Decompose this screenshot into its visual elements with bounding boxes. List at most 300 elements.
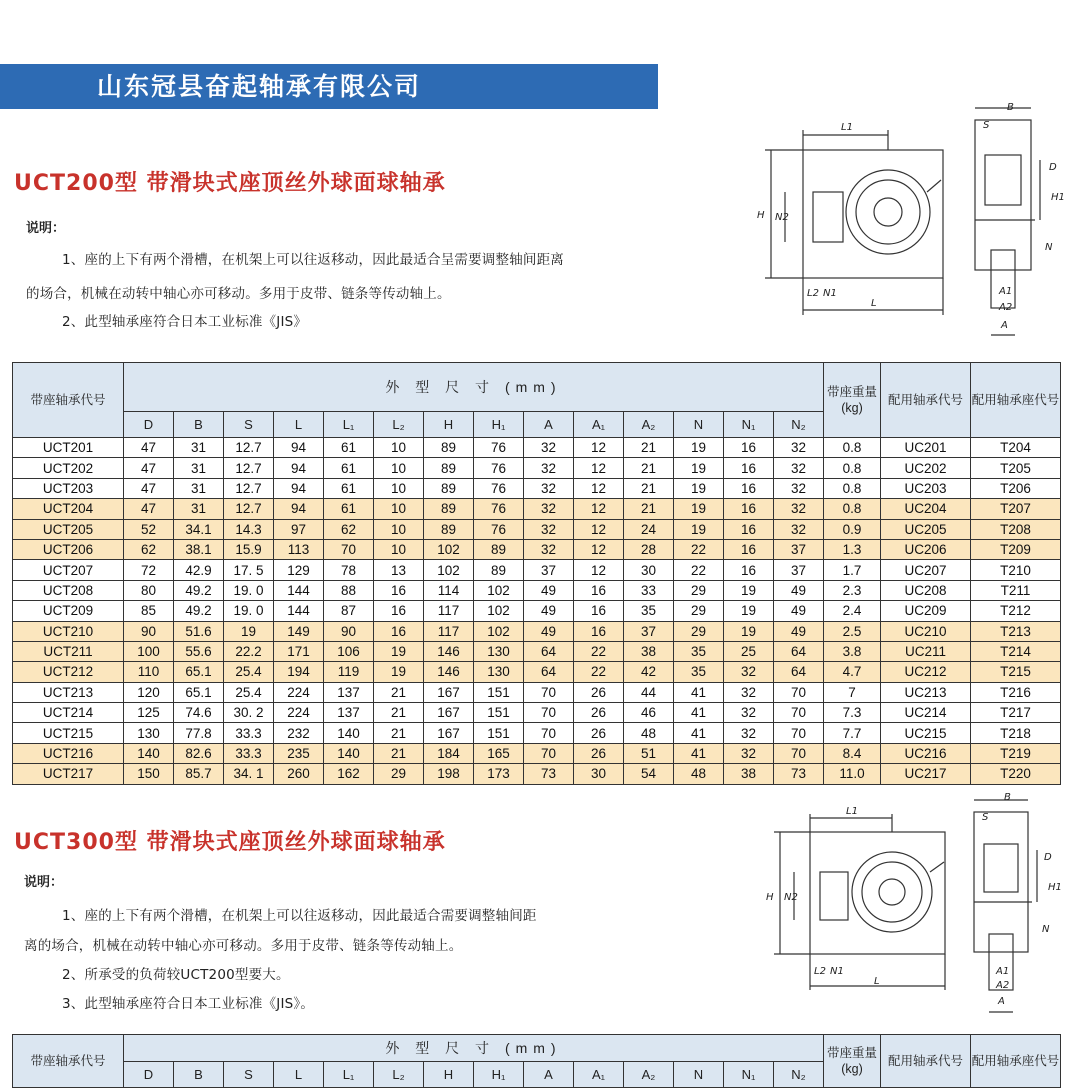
table-cell: 33: [624, 580, 674, 600]
label-L2: L2: [807, 288, 819, 299]
section1-para-1: 1、座的上下有两个滑槽，在机架上可以往返移动，因此最适合呈需要调整轴间距离: [62, 252, 564, 268]
table-cell: UCT215: [13, 723, 124, 743]
table1-col-10: A₂: [624, 412, 674, 438]
table-cell: 19: [224, 621, 274, 641]
table-cell: 162: [324, 764, 374, 784]
table-cell: 21: [374, 723, 424, 743]
table-cell: 74.6: [174, 703, 224, 723]
table-cell: 11.0: [824, 764, 881, 784]
table-cell: 70: [774, 743, 824, 763]
table-cell: 0.8: [824, 438, 881, 458]
table-cell: T214: [971, 641, 1061, 661]
table-cell: 224: [274, 682, 324, 702]
table-cell: 85: [124, 601, 174, 621]
table-cell: 12.7: [224, 499, 274, 519]
table-cell: 32: [524, 539, 574, 559]
table-row: [13, 580, 1061, 600]
table-cell: 94: [274, 478, 324, 498]
table-cell: 22.2: [224, 641, 274, 661]
table-cell: 19: [724, 621, 774, 641]
table-cell: 14.3: [224, 519, 274, 539]
label-A2: A2: [999, 302, 1013, 313]
table-cell: 76: [474, 458, 524, 478]
table-row: [13, 703, 1061, 723]
table2-col-10: A₂: [624, 1062, 674, 1088]
table-row: [13, 621, 1061, 641]
table-cell: 21: [374, 703, 424, 723]
table-cell: 30. 2: [224, 703, 274, 723]
table-cell: 49: [774, 621, 824, 641]
table-cell: 16: [724, 458, 774, 478]
table-cell: 37: [624, 621, 674, 641]
table-cell: 12: [574, 478, 624, 498]
table-cell: 194: [274, 662, 324, 682]
label2-D: D: [1044, 852, 1052, 863]
table-cell: 41: [674, 723, 724, 743]
table-cell: 106: [324, 641, 374, 661]
table-cell: T209: [971, 539, 1061, 559]
table-cell: T212: [971, 601, 1061, 621]
label-L1: L1: [841, 122, 853, 133]
table-cell: UCT202: [13, 458, 124, 478]
table-cell: 48: [674, 764, 724, 784]
table-cell: 16: [574, 601, 624, 621]
table-cell: 10: [374, 519, 424, 539]
table-row: [13, 478, 1061, 498]
label-H1: H1: [1051, 192, 1065, 203]
table-row: [13, 662, 1061, 682]
table2-col-13: N₂: [774, 1062, 824, 1088]
table-cell: 16: [724, 560, 774, 580]
table-cell: 41: [674, 703, 724, 723]
table-cell: 25.4: [224, 662, 274, 682]
label-L: L: [871, 298, 877, 309]
table-cell: UCT205: [13, 519, 124, 539]
header-code: 带座轴承代号: [13, 363, 124, 438]
table-cell: 12: [574, 499, 624, 519]
table-cell: 12: [574, 519, 624, 539]
section1-para-3: 2、此型轴承座符合日本工业标准《JIS》: [62, 314, 308, 330]
label2-A2: A2: [996, 980, 1010, 991]
section2-para-2: 离的场合，机械在动转中轴心亦可移动。多用于皮带、链条等传动轴上。: [24, 938, 463, 954]
table1-col-1: B: [174, 412, 224, 438]
table-cell: UCT209: [13, 601, 124, 621]
table-cell: 117: [424, 601, 474, 621]
table-cell: 47: [124, 458, 174, 478]
table-cell: UCT212: [13, 662, 124, 682]
table-cell: UCT204: [13, 499, 124, 519]
table-cell: 1.7: [824, 560, 881, 580]
table-cell: 52: [124, 519, 174, 539]
table2-col-11: N: [674, 1062, 724, 1088]
table-cell: 19: [724, 601, 774, 621]
table-cell: 26: [574, 743, 624, 763]
header-dims-group: 外 型 尺 寸 (mm): [124, 363, 824, 412]
table-cell: 165: [474, 743, 524, 763]
table-cell: UC205: [881, 519, 971, 539]
table-cell: 32: [724, 682, 774, 702]
table-row: [13, 560, 1061, 580]
table-row: [13, 539, 1061, 559]
table-row: [13, 764, 1061, 784]
table-cell: 1.3: [824, 539, 881, 559]
table-cell: 31: [174, 438, 224, 458]
table-cell: 61: [324, 499, 374, 519]
table1-col-13: N₂: [774, 412, 824, 438]
table-cell: 94: [274, 458, 324, 478]
table-cell: 100: [124, 641, 174, 661]
table-cell: 129: [274, 560, 324, 580]
table-cell: 62: [324, 519, 374, 539]
label-H: H: [757, 210, 765, 221]
table-cell: 61: [324, 438, 374, 458]
table-cell: 2.3: [824, 580, 881, 600]
section2-para-3: 2、所承受的负荷较UCT200型要大。: [62, 967, 290, 983]
table-cell: 16: [724, 438, 774, 458]
table-cell: 47: [124, 438, 174, 458]
table-cell: 70: [774, 703, 824, 723]
table-cell: T204: [971, 438, 1061, 458]
table-cell: 0.8: [824, 478, 881, 498]
table2-col-7: H₁: [474, 1062, 524, 1088]
table-row: [13, 438, 1061, 458]
table-cell: 42.9: [174, 560, 224, 580]
table-cell: 70: [524, 723, 574, 743]
table-cell: 140: [324, 743, 374, 763]
table-cell: 49: [774, 601, 824, 621]
table-cell: 151: [474, 703, 524, 723]
table-cell: 21: [624, 499, 674, 519]
table-cell: 35: [674, 662, 724, 682]
table-cell: 76: [474, 519, 524, 539]
table-cell: 12.7: [224, 438, 274, 458]
label-S: S: [983, 120, 990, 131]
table-cell: 80: [124, 580, 174, 600]
table-cell: 12: [574, 560, 624, 580]
table-cell: 21: [624, 458, 674, 478]
table-cell: 76: [474, 438, 524, 458]
table-cell: UC212: [881, 662, 971, 682]
table-cell: 89: [424, 438, 474, 458]
table-cell: 140: [124, 743, 174, 763]
table-cell: UCT201: [13, 438, 124, 458]
table1-col-9: A₁: [574, 412, 624, 438]
table-cell: 130: [474, 662, 524, 682]
table-cell: 64: [524, 641, 574, 661]
table-cell: 26: [574, 723, 624, 743]
table-cell: 119: [324, 662, 374, 682]
bearing-drawing-2: [760, 790, 1075, 1020]
label-N1: N1: [823, 288, 837, 299]
table-cell: T206: [971, 478, 1061, 498]
table-cell: 137: [324, 682, 374, 702]
section2-note-label: 说明：: [24, 875, 64, 890]
table1-col-0: D: [124, 412, 174, 438]
label-D: D: [1049, 162, 1057, 173]
table-cell: 24: [624, 519, 674, 539]
table-cell: 8.4: [824, 743, 881, 763]
table-cell: 16: [374, 601, 424, 621]
table-cell: 89: [424, 499, 474, 519]
table-cell: 16: [724, 499, 774, 519]
table-cell: 146: [424, 641, 474, 661]
header2-bearing: 配用轴承代号: [881, 1035, 971, 1088]
table-cell: 16: [574, 580, 624, 600]
table-cell: 49: [524, 621, 574, 641]
table-cell: 30: [574, 764, 624, 784]
table-cell: 2.4: [824, 601, 881, 621]
table-cell: 19: [374, 641, 424, 661]
table-cell: 144: [274, 580, 324, 600]
table-cell: 12: [574, 438, 624, 458]
table-cell: 31: [174, 458, 224, 478]
table-cell: 19: [674, 478, 724, 498]
table1-col-6: H: [424, 412, 474, 438]
table-cell: 21: [624, 478, 674, 498]
table-cell: 73: [774, 764, 824, 784]
table-cell: 167: [424, 703, 474, 723]
table-cell: 28: [624, 539, 674, 559]
table-cell: 32: [774, 519, 824, 539]
table-cell: 51.6: [174, 621, 224, 641]
label2-A1: A1: [996, 966, 1010, 977]
table-cell: 90: [324, 621, 374, 641]
table-cell: 4.7: [824, 662, 881, 682]
table-cell: 173: [474, 764, 524, 784]
table1-col-8: A: [524, 412, 574, 438]
table-cell: 70: [524, 703, 574, 723]
table-cell: 49: [774, 580, 824, 600]
table-cell: 65.1: [174, 662, 224, 682]
table-cell: 12: [574, 458, 624, 478]
table-cell: 49.2: [174, 580, 224, 600]
table-cell: 16: [724, 478, 774, 498]
table-cell: T208: [971, 519, 1061, 539]
table-cell: 37: [524, 560, 574, 580]
label-N: N: [1045, 242, 1053, 253]
table-cell: 22: [674, 539, 724, 559]
table-cell: 34.1: [174, 519, 224, 539]
table-cell: 140: [324, 723, 374, 743]
table-row: [13, 499, 1061, 519]
table-cell: 78: [324, 560, 374, 580]
table-cell: 51: [624, 743, 674, 763]
table-cell: 3.8: [824, 641, 881, 661]
table-row: [13, 743, 1061, 763]
table-cell: 12.7: [224, 478, 274, 498]
table-cell: UCT213: [13, 682, 124, 702]
table-cell: UC207: [881, 560, 971, 580]
table-cell: 150: [124, 764, 174, 784]
table-cell: 25: [724, 641, 774, 661]
table-cell: 21: [374, 682, 424, 702]
table-cell: 2.5: [824, 621, 881, 641]
table-cell: 73: [524, 764, 574, 784]
table-cell: 7.3: [824, 703, 881, 723]
table-cell: 19. 0: [224, 601, 274, 621]
table-cell: 16: [574, 621, 624, 641]
table-cell: 37: [774, 539, 824, 559]
table1-col-5: L₂: [374, 412, 424, 438]
table-cell: 64: [524, 662, 574, 682]
table-cell: UCT214: [13, 703, 124, 723]
table-cell: 16: [724, 539, 774, 559]
table-cell: 15.9: [224, 539, 274, 559]
table-cell: 149: [274, 621, 324, 641]
table-cell: 89: [474, 560, 524, 580]
company-banner: 山东冠县奋起轴承有限公司: [0, 64, 658, 109]
spec-table-uct300: [12, 1034, 1061, 1088]
table-cell: 137: [324, 703, 374, 723]
table-cell: UC202: [881, 458, 971, 478]
table-cell: 167: [424, 723, 474, 743]
table-cell: T210: [971, 560, 1061, 580]
table1-col-12: N₁: [724, 412, 774, 438]
section1-note-label: 说明：: [26, 221, 66, 236]
table-cell: UCT208: [13, 580, 124, 600]
label2-S: S: [982, 812, 989, 823]
table-cell: T213: [971, 621, 1061, 641]
table-row: [13, 601, 1061, 621]
label-A1: A1: [999, 286, 1013, 297]
table-cell: 7: [824, 682, 881, 702]
table-cell: 61: [324, 458, 374, 478]
table-cell: 102: [424, 560, 474, 580]
table-cell: 70: [524, 682, 574, 702]
bearing-drawing-1: [745, 100, 1075, 345]
table-cell: 29: [674, 621, 724, 641]
table-cell: 48: [624, 723, 674, 743]
table-cell: 10: [374, 499, 424, 519]
table-cell: UC210: [881, 621, 971, 641]
table-cell: UC211: [881, 641, 971, 661]
table-cell: 49.2: [174, 601, 224, 621]
table-cell: 184: [424, 743, 474, 763]
table-cell: 85.7: [174, 764, 224, 784]
table-cell: 22: [574, 662, 624, 682]
table-cell: T217: [971, 703, 1061, 723]
table-cell: 89: [424, 478, 474, 498]
table-cell: 70: [774, 682, 824, 702]
table-cell: UCT203: [13, 478, 124, 498]
table-cell: 29: [374, 764, 424, 784]
table-cell: 130: [124, 723, 174, 743]
table-cell: 10: [374, 539, 424, 559]
table-cell: 70: [324, 539, 374, 559]
table-cell: UCT216: [13, 743, 124, 763]
table-cell: 0.9: [824, 519, 881, 539]
table-cell: 49: [524, 580, 574, 600]
table-cell: 38: [724, 764, 774, 784]
table-cell: 29: [674, 580, 724, 600]
table-cell: 151: [474, 723, 524, 743]
table-cell: 82.6: [174, 743, 224, 763]
table-cell: 32: [524, 458, 574, 478]
table-cell: UCT217: [13, 764, 124, 784]
table-cell: 65.1: [174, 682, 224, 702]
table-cell: 16: [374, 621, 424, 641]
table-cell: UC208: [881, 580, 971, 600]
table-cell: 125: [124, 703, 174, 723]
table-cell: UC201: [881, 438, 971, 458]
table-cell: 94: [274, 438, 324, 458]
table-cell: 21: [624, 438, 674, 458]
table-cell: T216: [971, 682, 1061, 702]
table-cell: UC203: [881, 478, 971, 498]
section1-title: UCT200型 带滑块式座顶丝外球面球轴承: [14, 171, 446, 196]
table2-col-9: A₁: [574, 1062, 624, 1088]
table-cell: 54: [624, 764, 674, 784]
table-cell: 12.7: [224, 458, 274, 478]
table-cell: 146: [424, 662, 474, 682]
header2-code: 带座轴承代号: [13, 1035, 124, 1088]
table-cell: 110: [124, 662, 174, 682]
table-cell: 22: [674, 560, 724, 580]
label2-N1: N1: [830, 966, 844, 977]
table-cell: T220: [971, 764, 1061, 784]
table-cell: 0.8: [824, 458, 881, 478]
header-housing: 配用轴承座代号: [971, 363, 1061, 438]
table-cell: 76: [474, 499, 524, 519]
table-cell: 35: [624, 601, 674, 621]
table-cell: 90: [124, 621, 174, 641]
table-cell: 26: [574, 703, 624, 723]
table-cell: 21: [374, 743, 424, 763]
table-cell: 171: [274, 641, 324, 661]
table-cell: 31: [174, 499, 224, 519]
table2-col-8: A: [524, 1062, 574, 1088]
table-cell: 64: [774, 662, 824, 682]
table1-col-11: N: [674, 412, 724, 438]
table-cell: 198: [424, 764, 474, 784]
section2-para-1: 1、座的上下有两个滑槽，在机架上可以往返移动，因此最适合需要调整轴间距: [62, 908, 537, 924]
table-cell: 49: [524, 601, 574, 621]
table-cell: 41: [674, 743, 724, 763]
label2-B: B: [1004, 792, 1011, 803]
table-cell: 32: [774, 499, 824, 519]
table-cell: 47: [124, 478, 174, 498]
table-cell: 38.1: [174, 539, 224, 559]
table2-col-2: S: [224, 1062, 274, 1088]
label-B: B: [1007, 102, 1014, 113]
table-cell: UCT211: [13, 641, 124, 661]
header2-dims-group: 外 型 尺 寸 (mm): [124, 1035, 824, 1062]
table-cell: UCT210: [13, 621, 124, 641]
table-cell: 34. 1: [224, 764, 274, 784]
section2-para-4: 3、此型轴承座符合日本工业标准《JIS》。: [62, 996, 315, 1012]
table-cell: 25.4: [224, 682, 274, 702]
table-cell: 235: [274, 743, 324, 763]
table-cell: 55.6: [174, 641, 224, 661]
table-cell: 130: [474, 641, 524, 661]
table-cell: 32: [524, 519, 574, 539]
table-cell: 13: [374, 560, 424, 580]
table-cell: 44: [624, 682, 674, 702]
header-weight: 带座重量(kg): [824, 363, 881, 438]
table-cell: T215: [971, 662, 1061, 682]
table-cell: 32: [774, 478, 824, 498]
table-cell: UC206: [881, 539, 971, 559]
table-cell: 94: [274, 499, 324, 519]
table-cell: UC217: [881, 764, 971, 784]
label-N2: N2: [775, 212, 789, 223]
table-cell: 151: [474, 682, 524, 702]
table-cell: 12: [574, 539, 624, 559]
table-cell: 70: [524, 743, 574, 763]
table-row: [13, 519, 1061, 539]
table-cell: 87: [324, 601, 374, 621]
table-cell: 10: [374, 458, 424, 478]
